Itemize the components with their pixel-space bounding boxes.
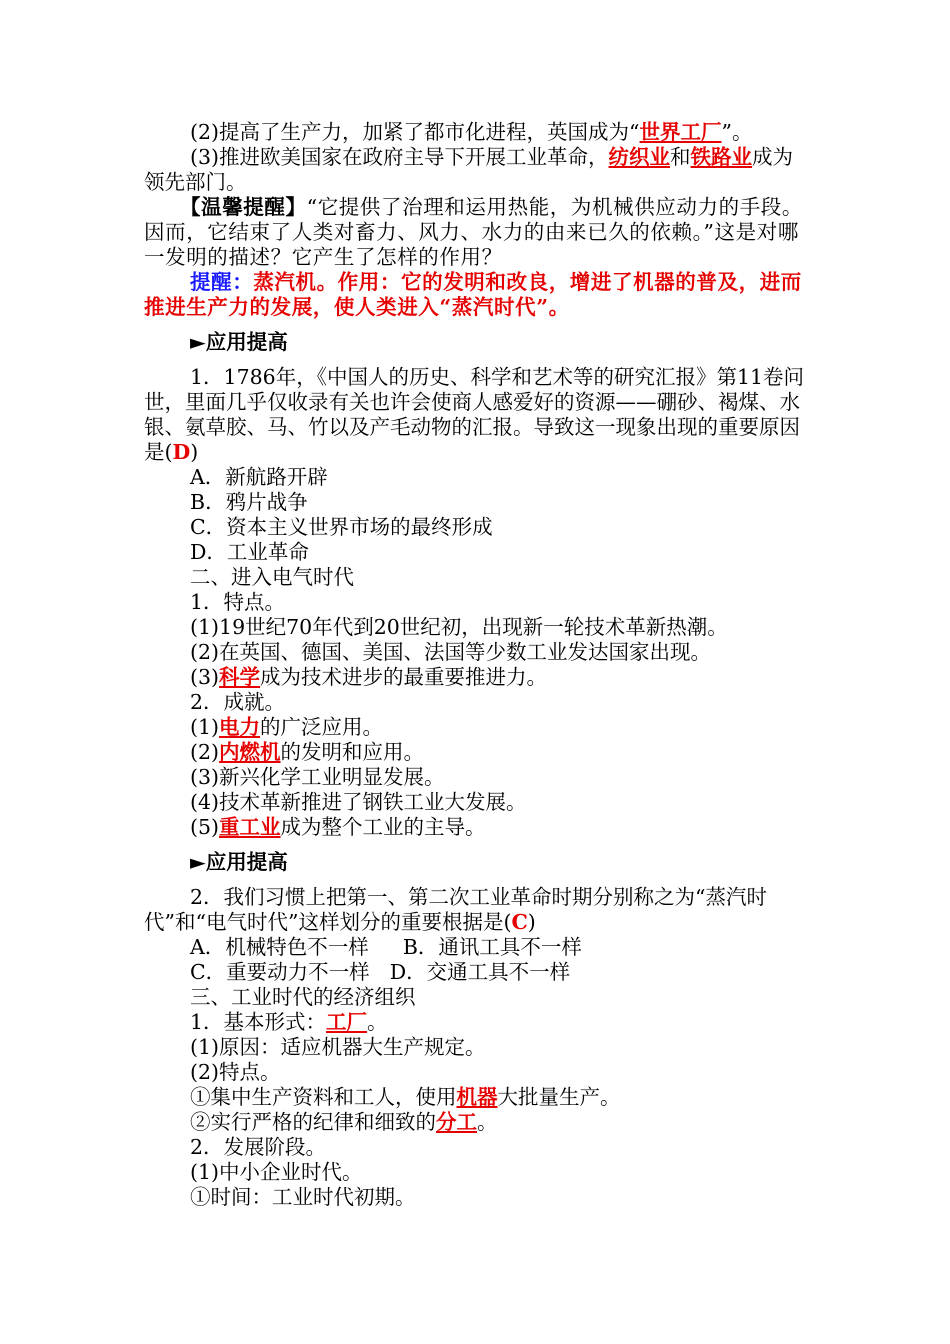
- text: 成为领先部门。: [144, 145, 794, 194]
- answer-blank: 铁路业: [690, 145, 753, 169]
- tip-paragraph: [144, 195, 808, 270]
- answer-blank: 重工业: [219, 815, 281, 839]
- text: (3): [190, 665, 220, 689]
- apply-heading: ►应用提高: [190, 850, 288, 874]
- text: ②实行严格的纪律和细致的: [190, 1110, 436, 1134]
- list-item: (1)19世纪70年代到20世纪初，出现新一轮技术革新热潮。: [190, 615, 728, 639]
- text: (3)推进欧美国家在政府主导下开展工业革命，: [190, 145, 609, 169]
- answer-blank: 科学: [219, 665, 261, 689]
- tip-answer-label: 提醒：: [190, 270, 254, 294]
- list-item: (2)特点。: [190, 1060, 281, 1084]
- question-stem-end: ): [527, 910, 536, 934]
- text: 的广泛应用。: [260, 715, 384, 739]
- text: 的发明和应用。: [280, 740, 425, 764]
- list-item: (1)中小企业时代。: [190, 1160, 363, 1184]
- answer-blank: 内燃机: [219, 740, 281, 764]
- section-title: 二、进入电气时代: [190, 565, 354, 589]
- paragraph-world-factory: [144, 120, 808, 145]
- option-c: C．重要动力不一样: [190, 960, 370, 984]
- apply-heading: ►应用提高: [190, 330, 288, 354]
- text: 1．基本形式：: [190, 1010, 327, 1034]
- list-item: (2)在英国、德国、美国、法国等少数工业发达国家出现。: [190, 640, 712, 664]
- text: 。: [477, 1110, 498, 1134]
- answer-blank: 工厂: [326, 1010, 368, 1034]
- list-item: [144, 665, 808, 690]
- list-item: (3)新兴化学工业明显发展。: [190, 765, 445, 789]
- text: (5): [190, 815, 220, 839]
- question-answer: D: [172, 440, 191, 464]
- text: ①集中生产资料和工人，使用: [190, 1085, 457, 1109]
- options-row: [144, 935, 808, 960]
- list-item: [144, 815, 808, 840]
- option-b: B．鸦片战争: [190, 490, 308, 514]
- options-row: [144, 960, 808, 985]
- option-d: D．工业革命: [190, 540, 309, 564]
- option-b: B．通讯工具不一样: [402, 935, 582, 959]
- text: 和: [670, 145, 691, 169]
- list-item: [144, 715, 808, 740]
- subheading: 1．特点。: [190, 590, 286, 614]
- document-page: [144, 120, 808, 1210]
- list-item: ①时间：工业时代初期。: [190, 1185, 416, 1209]
- text: (1): [190, 715, 220, 739]
- answer-blank: 纺织业: [608, 145, 671, 169]
- text: 成为整个工业的主导。: [280, 815, 486, 839]
- list-item: [144, 1110, 808, 1135]
- section-title: 三、工业时代的经济组织: [190, 985, 416, 1009]
- text: (2): [190, 740, 220, 764]
- question-stem: 1．1786年，《中国人的历史、科学和艺术等的研究汇报》第11卷问世，里面几乎仅收录有关也许会使商人感爱好的资源——硼砂、褐煤、水银、氨草胶、马、竹以及产毛动物的汇报。导致这一现象出现的重要原因是(: [144, 365, 805, 464]
- question-stem-end: ): [190, 440, 199, 464]
- text: (2)提高了生产力，加紧了都市化进程，英国成为“: [190, 120, 640, 144]
- tip-answer-text: 蒸汽机。作用：它的发明和改良，增进了机器的普及，进而推进生产力的发展，使人类进入“蒸汽时代”。: [144, 270, 802, 319]
- answer-blank: 世界工厂: [639, 120, 722, 144]
- subheading: 2．成就。: [190, 690, 286, 714]
- subheading: 2．发展阶段。: [190, 1135, 327, 1159]
- list-item: (4)技术革新推进了钢铁工业大发展。: [190, 790, 527, 814]
- text: ”。: [721, 120, 753, 144]
- tip-label: 【温馨提醒】: [180, 195, 307, 219]
- text: 成为技术进步的最重要推进力。: [260, 665, 548, 689]
- question-2: [144, 885, 808, 935]
- question-answer: C: [511, 910, 528, 934]
- tip-text: “它提供了治理和运用热能，为机械供应动力的手段。因而，它结束了人类对畜力、风力、水力的由来已久的依赖。”这是对哪一发明的描述？它产生了怎样的作用？: [144, 195, 803, 269]
- tip-answer: [144, 270, 808, 320]
- option-a: A．机械特色不一样: [190, 935, 369, 959]
- option-a: A．新航路开辟: [190, 465, 328, 489]
- list-item: (1)原因：适应机器大生产规定。: [190, 1035, 486, 1059]
- paragraph-leading-sectors: [144, 145, 808, 195]
- text: 。: [367, 1010, 388, 1034]
- answer-blank: 分工: [436, 1110, 477, 1134]
- list-item: [144, 740, 808, 765]
- list-item: [144, 1085, 808, 1110]
- subheading: [144, 1010, 808, 1035]
- answer-blank: 电力: [219, 715, 261, 739]
- text: 大批量生产。: [497, 1085, 621, 1109]
- option-c: C．资本主义世界市场的最终形成: [190, 515, 493, 539]
- answer-blank: 机器: [456, 1085, 498, 1109]
- question-stem: 2．我们习惯上把第一、第二次工业革命时期分别称之为“蒸汽时代”和“电气时代”这样划分的重要根据是(: [144, 885, 768, 934]
- option-d: D．交通工具不一样: [389, 960, 571, 984]
- question-1: [144, 365, 808, 465]
